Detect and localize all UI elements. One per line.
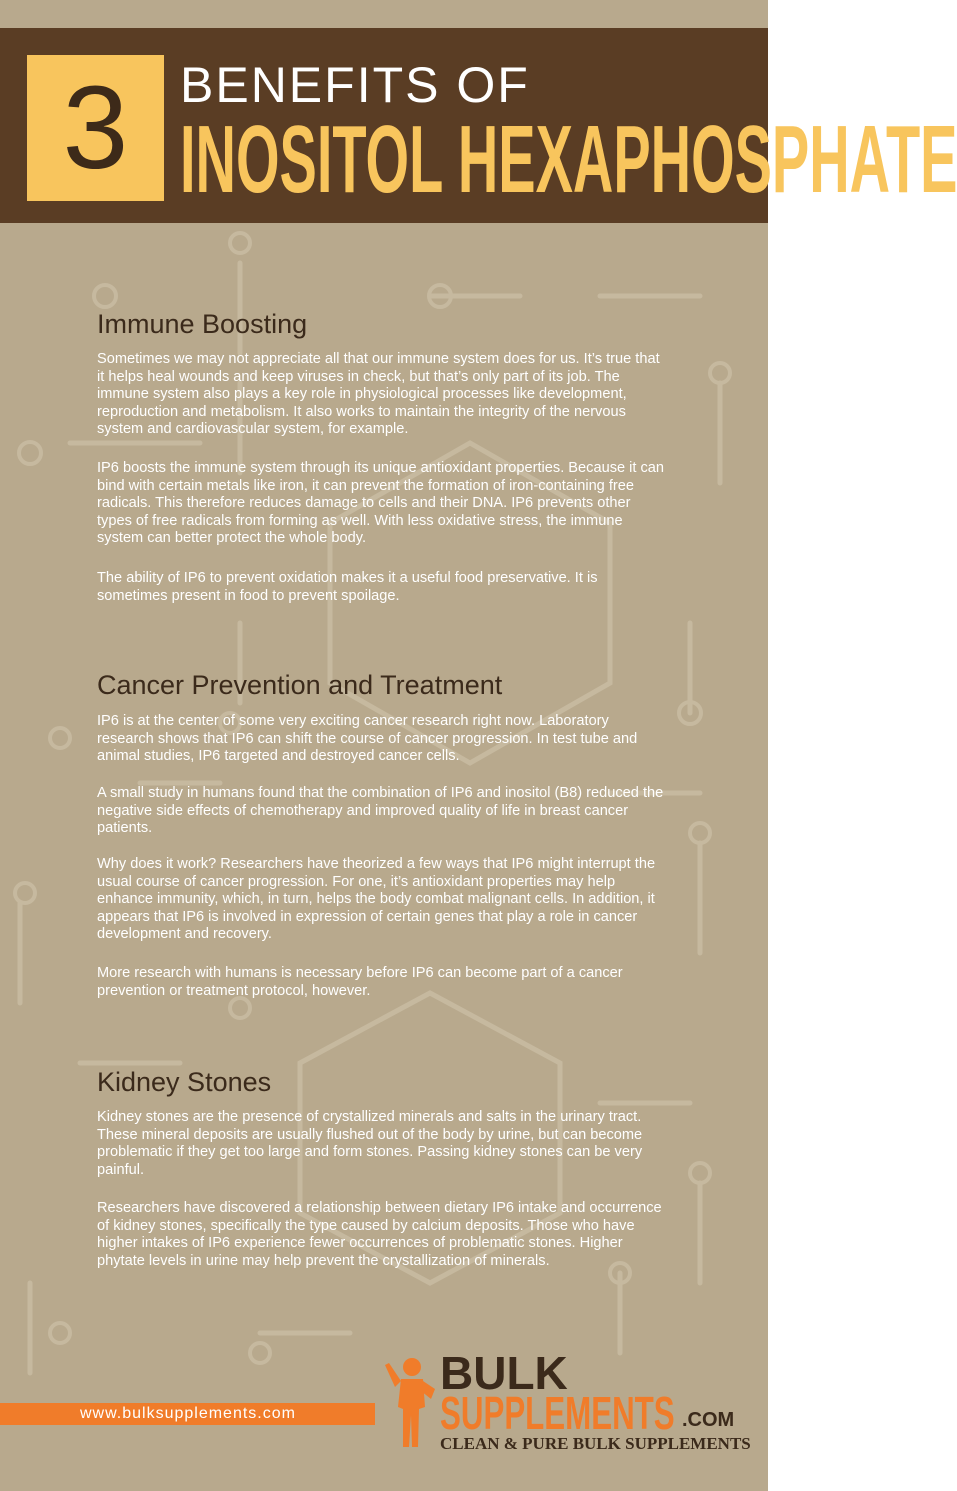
- title-line-1: BENEFITS OF: [180, 57, 530, 113]
- number-badge: [27, 55, 164, 201]
- kidney-paragraph-2: Researchers have discovered a relationship between dietary IP6 intake and occurrence of kidney stones, specifically the type caused by calcium deposits. Those who have higher intakes of IP6 experience fewer occurrences of problematic stones. Higher phytate levels in urine may help prevent the crystallization of minerals.: [97, 1200, 662, 1269]
- cancer-paragraph-4: More research with humans is necessary before IP6 can become part of a cancer prevention or treatment protocol, however.: [97, 965, 623, 999]
- top-strip: [0, 0, 768, 28]
- logo-bulk-text: BULK: [440, 1347, 568, 1399]
- section-title-kidney-stones: Kidney Stones: [97, 1067, 272, 1097]
- section-title-immune-boosting: Immune Boosting: [97, 309, 308, 339]
- immune-paragraph-1: Sometimes we may not appreciate all that our immune system does for us. It’s true that it helps heal wounds and keep viruses in check, but that’s only part of its job. The immune system also plays a key role in physiological processes like development, reproduction and metabolism. It also works to maintain the integrity of the nervous system and cardiovascular system, for example.: [97, 351, 660, 437]
- kidney-paragraph-1: Kidney stones are the presence of crystallized minerals and salts in the urinary tract. These mineral deposits are usually flushed out of the body by urine, but can become problematic if they get too large and form stones. Passing kidney stones can be very painful.: [97, 1109, 643, 1178]
- section-title-cancer-prevention: Cancer Prevention and Treatment: [97, 670, 503, 700]
- logo-supplements-text: SUPPLEMENTS: [440, 1387, 675, 1439]
- cancer-paragraph-1: IP6 is at the center of some very exciting cancer research right now. Laboratory research shows that IP6 can shift the course of cancer progression. In test tube and animal studies, IP6 targeted and destroyed cancer cells.: [97, 713, 638, 764]
- immune-paragraph-3: The ability of IP6 to prevent oxidation makes it a useful food preservative. It is sometimes present in food to prevent spoilage.: [97, 570, 598, 604]
- website-url[interactable]: www.bulksupplements.com: [80, 1405, 296, 1422]
- logo-com-suffix: .COM: [682, 1409, 735, 1431]
- logo-tagline: CLEAN & PURE BULK SUPPLEMENTS: [440, 1434, 751, 1453]
- immune-paragraph-2: IP6 boosts the immune system through its unique antioxidant properties. Because it can bind with certain metals like iron, it can prevent the formation of iron-containing free radicals. This therefore reduces damage to cells and their DNA. IP6 prevents other types of free radicals from forming as well. With less oxidative stress, the immune system can better protect the whole body.: [97, 460, 665, 546]
- flexing-figure-icon: [385, 1355, 437, 1450]
- cancer-paragraph-3: Why does it work? Researchers have theorized a few ways that IP6 might interrupt the usual course of cancer progression. For one, it’s antioxidant properties may help enhance immunity, which, in turn, helps the body combat malignant cells. In addition, it appears that IP6 is involved in expression of certain genes that play a role in cancer development and recovery.: [97, 856, 656, 942]
- title-line-2: INOSITOL HEXAPHOSPHATE: [180, 106, 957, 213]
- number-badge-value: 3: [62, 62, 129, 194]
- cancer-paragraph-2: A small study in humans found that the combination of IP6 and inositol (B8) reduced the negative side effects of chemotherapy and improved quality of life in breast cancer patients.: [97, 785, 664, 836]
